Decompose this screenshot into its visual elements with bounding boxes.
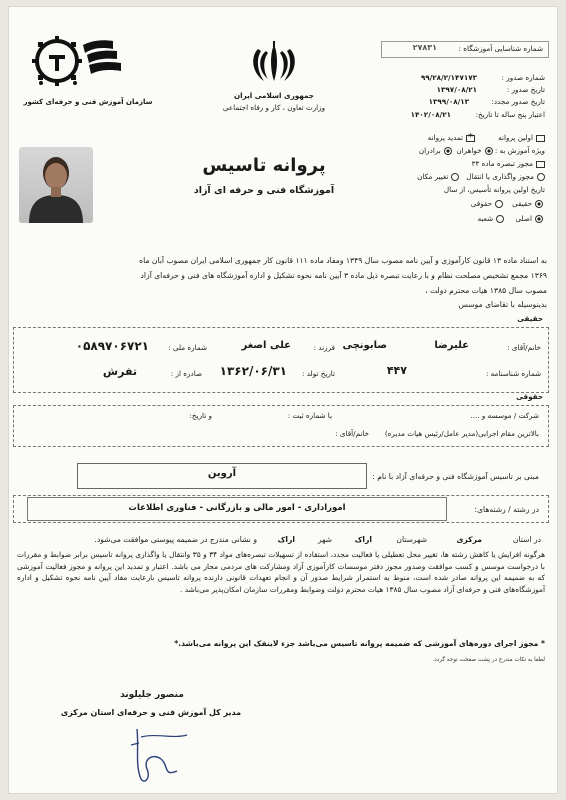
issue-date-label: تاریخ صدور :: [506, 85, 545, 94]
company-label: شرکت / موسسه و ....: [470, 411, 539, 420]
transfer-row: [417, 172, 545, 182]
name-label: خانم/آقای :: [507, 343, 541, 352]
renewal-checkbox[interactable]: *: [468, 131, 473, 143]
transfer-label: مجوز واگذاری یا انتقال: [466, 172, 534, 181]
first-license-label: اولین پروانه: [498, 133, 533, 142]
intro-line-2: ۱۳۶۹ مجمع تشخیص مصلحت نظام و با رعایت تبصره ذیل ماده ۳ آیین نامه نحوه تشکیل و اداره آموزشگاه های فنی و حرفه‌ای آزاد: [140, 271, 547, 280]
birth-cert: ۴۴۷: [386, 364, 407, 377]
brothers-radio[interactable]: [444, 147, 452, 155]
permit-checkbox[interactable]: [536, 161, 545, 168]
special-training-row: [419, 146, 545, 156]
city: اراک: [354, 535, 372, 544]
city-label: شهرستان: [396, 535, 427, 544]
country-name: جمهوری اسلامی ایران: [234, 91, 314, 100]
legal-section-label: حقوقی: [516, 392, 543, 401]
birth-date: ۱۳۶۲/۰۶/۳۱: [219, 364, 287, 378]
ministry-name: وزارت تعاون ، کار و رفاه اجتماعی: [222, 103, 326, 112]
intro-line-4: بدینوسیله با تقاضای موسس: [458, 300, 547, 309]
special-label: ویژه آموزش به :: [494, 146, 545, 155]
authority-name-label: خانم/آقای :: [335, 429, 369, 438]
person-silhouette-icon: [19, 147, 93, 223]
founder-photo: [19, 147, 93, 223]
main-label: اصلی: [515, 214, 532, 223]
serial-label: شماره شناسایی آموزشگاه :: [458, 44, 543, 53]
license-title: پروانه تاسیس: [202, 155, 326, 176]
intro-line-1: به استناد ماده ۱۳ قانون کارآموزی و آیین نامه مصوب سال ۱۳۴۹ ومفاد ماده ۱۱۱ قانون کار جمهوری اسلامی ایران مصوب آبان ماه: [139, 256, 547, 265]
iran-emblem-icon: [244, 41, 304, 85]
branch-type-row: [478, 214, 543, 224]
annex-note: * مجوز اجرای دوره‌های آموزشی که ضمیمه پروانه تاسیس می‌باشد جزء لاینفک این پروانه می‌باشد.*: [174, 639, 545, 648]
registration-date-label: و تاریخ:: [189, 411, 212, 420]
person-type-row: [471, 199, 543, 209]
transfer-radio[interactable]: [537, 173, 545, 181]
first-name: علیرضا: [434, 340, 469, 351]
national-id: ۰۵۸۹۷۰۶۷۲۱: [75, 339, 149, 353]
registration-label: با شماره ثبت :: [287, 411, 332, 420]
reissue-date-label: تاریخ صدور مجدد:: [491, 97, 545, 106]
town: اراک: [277, 535, 295, 544]
first-license-checkbox[interactable]: [536, 135, 545, 142]
serial-value: ۲۷۸۳۱: [412, 43, 437, 52]
town-label: شهر: [317, 535, 332, 544]
reissue-date-value: ۱۳۹۹/۰۸/۱۳: [428, 97, 469, 106]
father-name: علی اصغر: [241, 340, 291, 351]
main-radio[interactable]: [535, 215, 543, 223]
birth-cert-label: شماره شناسنامه :: [485, 369, 541, 378]
first-license-option[interactable]: [498, 133, 545, 143]
fields-label: در رشته / رشته‌های:: [474, 505, 539, 514]
address-tail: و نشانی مندرج در ضمیمه پیوستی موافقت می‌شود.: [94, 535, 257, 544]
real-radio[interactable]: [535, 200, 543, 208]
issue-number-label: شماره صدور :: [501, 73, 545, 82]
real-section-label: حقیقی: [517, 314, 543, 323]
legal-person-box: [13, 405, 549, 447]
sisters-label: خواهران: [456, 146, 482, 155]
footnote: لطفا به نکات مندرج در پشت صفحت توجه گردد.: [432, 657, 545, 663]
legal-radio[interactable]: [495, 200, 503, 208]
province-label: در استان: [512, 535, 541, 544]
renewal-option[interactable]: [428, 133, 475, 143]
terms-paragraph: هرگونه افزایش یا کاهش رشته ها، تغییر محل تعطیلی یا فعالیت مجدد، استفاده از تسهیلات تبصره‌های مواد ۳۴ و ۳۵ وانتقال یا واگذاری پروانه تاسیس برابر ضوابط و مقررات با درخواست موسس و کسب موافقت وصدور مجوز دفتر موسسات کارآموزی آزاد ومشارکت های مردمی مجاز می باشد. اعتبار و تمدید این پروانه و مجوز فعالیت آموزشی که به ضمیمه این پروانه صادر شده است، منوط به استمرار شرایط صدور آن و انجام تعهدات قانونی دارنده پروانه تاسیس بارعایت مفاد آیین نامه نحوه تشکیل و اداره آموزشگاه‌های فنی و حرفه‌ای آزاد مصوب سال ۱۳۸۵ هیات محترم دولت وضوابط ومقررات سازمان امکان‌پذیر می‌باشد .: [17, 550, 546, 595]
legal-label: حقوقی: [470, 199, 492, 208]
signature-scribble-icon: [117, 719, 227, 791]
organization-logo-icon: [29, 33, 133, 97]
establishment-name: آروین: [207, 468, 237, 479]
branch-label: شعبه: [477, 214, 494, 223]
change-place-radio[interactable]: [451, 173, 459, 181]
issued-label: صادره از :: [170, 369, 202, 378]
last-name: صابونچی: [342, 340, 387, 351]
fields-value: اموراداری - امور مالی و بازرگانی - فناوری اطلاعات: [128, 503, 346, 513]
signatory-name: منصور جلیلوند: [120, 690, 184, 700]
establishment-name-label: مبنی بر تاسیس آموزشگاه فنی و حرفه‌ای آزاد با نام :: [372, 472, 539, 481]
renewal-label: تمدید پروانه: [427, 133, 463, 142]
real-person-box: [13, 327, 549, 393]
permit-label: مجوز تبصره ماده ۳۴: [471, 159, 533, 168]
sisters-radio[interactable]: [485, 147, 493, 155]
branch-radio[interactable]: [496, 215, 504, 223]
brothers-label: برادران: [418, 146, 441, 155]
issue-date-value: ۱۳۹۷/۰۸/۲۱: [436, 85, 477, 94]
license-subtitle: آموزشگاه فنی و حرفه ای آزاد: [193, 185, 335, 196]
birth-date-label: تاریخ تولد :: [302, 369, 335, 378]
issued-from: تفرش: [102, 365, 137, 378]
signatory-title: مدیر کل آموزش فنی و حرفه‌ای استان مرکزی: [60, 708, 242, 717]
father-label: فرزند :: [313, 343, 335, 352]
validity-label: اعتبار پنج ساله تا تاریخ:: [475, 110, 545, 119]
validity-value: ۱۴۰۲/۰۸/۲۱: [410, 110, 451, 119]
first-issue-row: تاریخ اولین پروانه تأسیس، از سال: [443, 185, 545, 194]
org-name: سازمان آموزش فنی و حرفه‌ای کشور: [23, 98, 153, 106]
issue-number-value: ۹۹/۲۸/۲/۱۴۷۱۷۳: [420, 73, 477, 82]
license-document: [8, 6, 558, 794]
authority-label: بالاترین مقام اجرایی(مدیر عامل/رئیس هیات مدیره): [384, 429, 539, 438]
real-label: حقیقی: [512, 199, 532, 208]
intro-line-3: مصوب سال ۱۳۸۵ هیات محترم دولت ،: [425, 286, 547, 295]
permit-row[interactable]: [472, 159, 545, 169]
province: مرکزی: [456, 535, 482, 544]
change-place-label: تغییر مکان: [417, 172, 449, 181]
national-id-label: شماره ملی :: [168, 343, 207, 352]
